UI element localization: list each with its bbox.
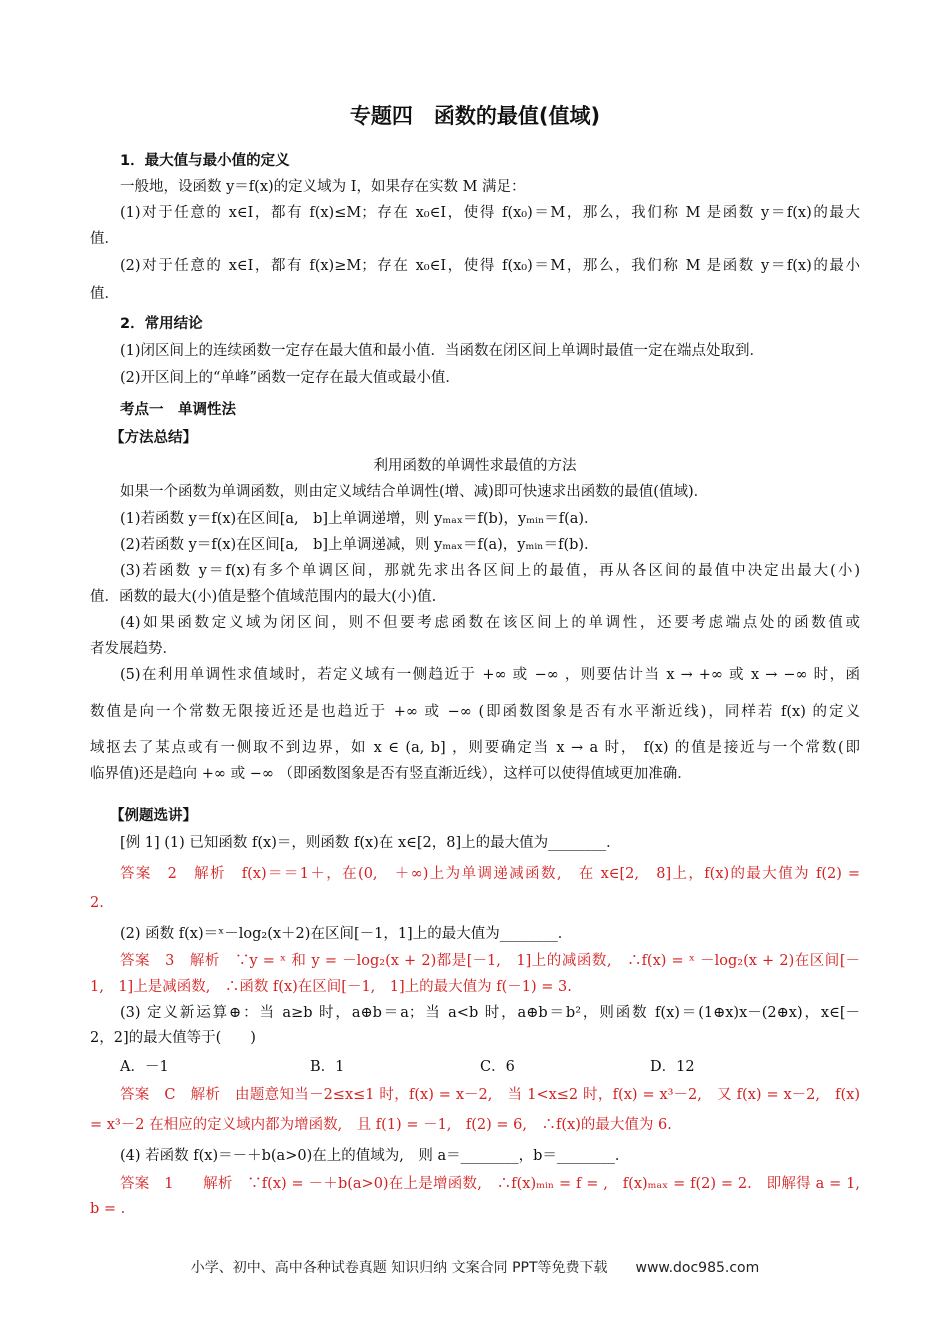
example3-question-end: 2，2]的最大值等于( ): [90, 1030, 256, 1046]
method-line-3: (3)若函数 y＝f(x)有多个单调区间，那就先求出各区间上的最值，再从各区间的最值中决定出最大(小): [120, 563, 860, 579]
example1-answer-end: 2.: [90, 895, 104, 911]
example1-question: [例 1] (1) 已知函数 f(x)＝，则函数 f(x)在 x∈[2，8]上的最大值为________．: [120, 835, 621, 851]
kaodian-heading: 考点一 单调性法: [120, 402, 236, 418]
definition-intro: 一般地，设函数 y＝f(x)的定义域为 I，如果存在实数 M 满足：: [120, 179, 526, 195]
example4-question: (4) 若函数 f(x)＝－＋b(a>0)在上的值域为, 则 a＝________，b＝________．: [120, 1148, 630, 1164]
example3-question: (3) 定义新运算⊕：当 a≥b 时，a⊕b＝a；当 a<b 时，a⊕b＝b²，则函数 f(x)＝(1⊕x)x－(2⊕x)，x∈[－: [120, 1005, 860, 1021]
example3-answer: 答案 C 解析 由题意知当－2≤x≤1 时，f(x) = x－2, 当 1<x≤2 时，f(x) = x³－2, 又 f(x) = x－2, f(x): [120, 1087, 860, 1103]
conclusion-1: (1)闭区间上的连续函数一定存在最大值和最小值．当函数在闭区间上单调时最值一定在端点处取到．: [120, 343, 765, 359]
method-title: 利用函数的单调性求最值的方法: [373, 458, 577, 474]
examples-label: 【例题选讲】: [110, 808, 197, 824]
option-d: D．12: [650, 1059, 695, 1075]
option-c: C．6: [480, 1059, 515, 1075]
min-definition: (2)对于任意的 x∈I，都有 f(x)≥M；存在 x₀∈I，使得 f(x₀)＝M，那么，我们称 M 是函数 y＝f(x)的最小: [120, 258, 860, 274]
option-b: B．1: [310, 1059, 345, 1075]
max-definition: (1)对于任意的 x∈I，都有 f(x)≤M；存在 x₀∈I，使得 f(x₀)＝M，那么，我们称 M 是函数 y＝f(x)的最大: [120, 205, 860, 221]
method-line-intro: 如果一个函数为单调函数，则由定义域结合单调性(增、减)即可快速求出函数的最值(值域)．: [120, 484, 709, 500]
example4-answer: 答案 1 解析 ∵f(x) = －＋b(a>0)在上是增函数, ∴f(x)ₘᵢₙ = f = , f(x)ₘₐₓ = f(2) = 2. 即解得 a = 1,: [120, 1176, 860, 1192]
page-footer: 小学、初中、高中各种试卷真题 知识归纳 文案合同 PPT等免费下载 www.doc985.com: [190, 1260, 760, 1276]
example2-answer: 答案 3 解析 ∵y = ˣ 和 y = －log₂(x + 2)都是[－1, 1]上的减函数, ∴f(x) = ˣ －log₂(x + 2)在区间[－: [120, 953, 860, 969]
example2-question: (2) 函数 f(x)＝ˣ－log₂(x＋2)在区间[－1，1]上的最大值为________．: [120, 926, 573, 942]
example4-answer-end: b = .: [90, 1201, 126, 1217]
method-line-5b: 数值是向一个常数无限接近还是也趋近于 +∞ 或 −∞ (即函数图象是否有水平渐近线)，同样若 f(x) 的定义: [90, 704, 860, 720]
method-line-3-end: 值．函数的最大(小)值是整个值域范围内的最大(小)值.: [90, 589, 437, 605]
option-a: A．－1: [120, 1059, 169, 1075]
method-line-4: (4)如果函数定义域为闭区间，则不但要考虑函数在该区间上的单调性，还要考虑端点处的函数值或: [120, 615, 860, 631]
method-summary-label: 【方法总结】: [110, 430, 197, 446]
section1-heading: 1．最大值与最小值的定义: [120, 153, 290, 169]
max-definition-end: 值．: [90, 231, 119, 247]
example3-answer-end: = x³－2 在相应的定义域内都为增函数, 且 f(1) = －1, f(2) = 6, ∴f(x)的最大值为 6.: [90, 1117, 672, 1133]
method-line-5d: 临界值)还是趋向 +∞ 或 −∞ （即函数图象是否有竖直渐近线），这样可以使得值域更加准确．: [90, 766, 692, 782]
method-line-4-end: 者发展趋势．: [90, 641, 177, 657]
method-line-5: (5)在利用单调性求值域时，若定义域有一侧趋近于 +∞ 或 −∞ ，则要估计当 x → +∞ 或 x → −∞ 时，函: [120, 667, 860, 683]
method-line-1: (1)若函数 y＝f(x)在区间[a, b]上单调递增，则 yₘₐₓ＝f(b)，yₘᵢₙ＝f(a)．: [120, 511, 599, 527]
page-title: 专题四 函数的最值(值域): [349, 104, 601, 128]
min-definition-end: 值．: [90, 286, 119, 302]
section2-heading: 2．常用结论: [120, 316, 203, 332]
conclusion-2: (2)开区间上的“单峰”函数一定存在最大值或最小值．: [120, 370, 460, 386]
example1-answer: 答案 2 解析 f(x)＝＝1＋，在(0, ＋∞)上为单调递减函数, 在 x∈[2, 8]上，f(x)的最大值为 f(2) =: [120, 866, 860, 882]
example2-answer-end: 1, 1]上是减函数, ∴函数 f(x)在区间[－1, 1]上的最大值为 f(－1) = 3.: [90, 979, 572, 995]
method-line-5c: 域抠去了某点或有一侧取不到边界，如 x ∈ (a, b] ，则要确定当 x → a 时， f(x) 的值是接近与一个常数(即: [90, 740, 860, 756]
method-line-2: (2)若函数 y＝f(x)在区间[a, b]上单调递减，则 yₘₐₓ＝f(a)，yₘᵢₙ＝f(b).: [120, 537, 589, 553]
